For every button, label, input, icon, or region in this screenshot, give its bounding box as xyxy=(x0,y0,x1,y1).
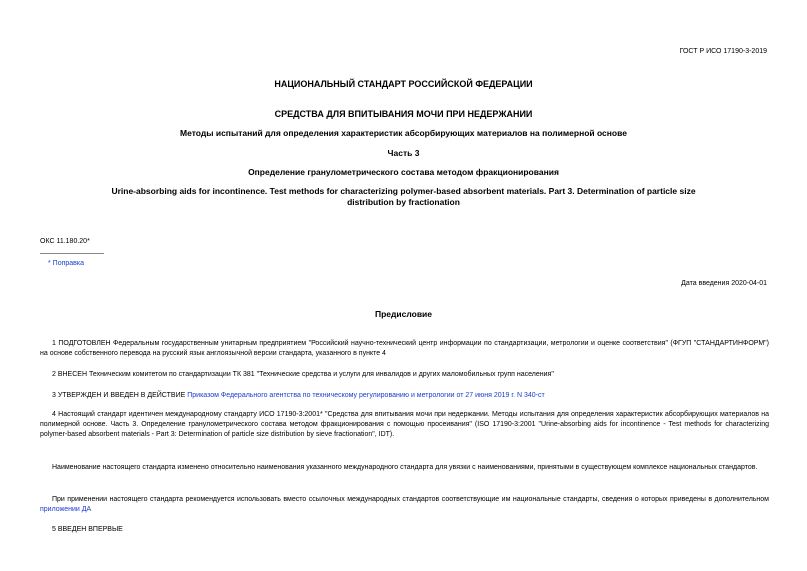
standard-heading: НАЦИОНАЛЬНЫЙ СТАНДАРТ РОССИЙСКОЙ ФЕДЕРАЦИИ xyxy=(274,79,533,89)
appendix-link[interactable]: приложении ДА xyxy=(40,506,92,514)
preface-item-3 xyxy=(40,391,769,401)
oks-code: ОКС 11.180.20* xyxy=(40,238,90,245)
document-subtitle: Методы испытаний для определения характеристик абсорбирующих материалов на полимерной основе xyxy=(180,128,627,138)
english-title: Urine-absorbing aids for incontinence. Test methods for characterizing polymer-based absorbent materials. Part 3. Determination of particle size distribution by fractionation xyxy=(111,186,696,208)
order-link[interactable]: Приказом Федерального агентства по техническому регулированию и метрологии от 27 июня 2019 г. N 340-ст xyxy=(187,392,545,399)
amendment-link[interactable]: * Поправка xyxy=(48,260,84,267)
part-title: Определение гранулометрического состава методом фракционирования xyxy=(248,167,559,177)
preface-reference-text: При применении настоящего стандарта рекомендуется использовать вместо ссылочных международных стандартов соответствующие им национальные стандарты, сведения о которых приведены в дополнительном xyxy=(52,496,769,503)
preface-item-1: 1 ПОДГОТОВЛЕН Федеральным государственным унитарным предприятием "Российский научно-технический центр информации по стандартизации, метрологии и оценке соответствия" (ФГУП "СТАНДАРТИНФОРМ") на основе собственного перевода на русский язык англоязычной версии стандарта, указанного в пункте 4 xyxy=(40,340,769,358)
part-number: Часть 3 xyxy=(387,148,420,158)
preface-item-4: 4 Настоящий стандарт идентичен международному стандарту ИСО 17190-3:2001* "Средства для впитывания мочи при недержании. Методы испытания для определения характеристик абсорбирующих материалов на полимерной основе. Часть 3. Определение гранулометрического состава методом фракционирования с помощью просеивания" (ISO 17190-3:2001 "Urine-absorbing aids for incontinence - Test methods for characterizing polymer-based absorbent materials - Part 3: Determination of particle size distribution by sieve fractionation", IDT). xyxy=(40,411,769,439)
footnote-divider xyxy=(40,253,104,254)
document-title: СРЕДСТВА ДЛЯ ВПИТЫВАНИЯ МОЧИ ПРИ НЕДЕРЖАНИИ xyxy=(274,109,533,119)
preface-item-5: 5 ВВЕДЕН ВПЕРВЫЕ xyxy=(52,526,123,533)
effective-date: Дата введения 2020-04-01 xyxy=(681,280,767,287)
preface-item-2: 2 ВНЕСЕН Техническим комитетом по стандартизации ТК 381 "Технические средства и услуги для инвалидов и других маломобильных групп населения" xyxy=(52,371,554,378)
preface-name-note: Наименование настоящего стандарта изменено относительно наименования указанного международного стандарта для увязки с наименованиями, принятыми в существующем комплексе национальных стандартов. xyxy=(52,464,758,471)
preface-heading: Предисловие xyxy=(374,309,433,319)
document-code: ГОСТ Р ИСО 17190-3-2019 xyxy=(679,48,767,55)
preface-item-3-text: 3 УТВЕРЖДЕН И ВВЕДЕН В ДЕЙСТВИЕ xyxy=(52,392,188,399)
preface-reference-note xyxy=(40,495,769,515)
